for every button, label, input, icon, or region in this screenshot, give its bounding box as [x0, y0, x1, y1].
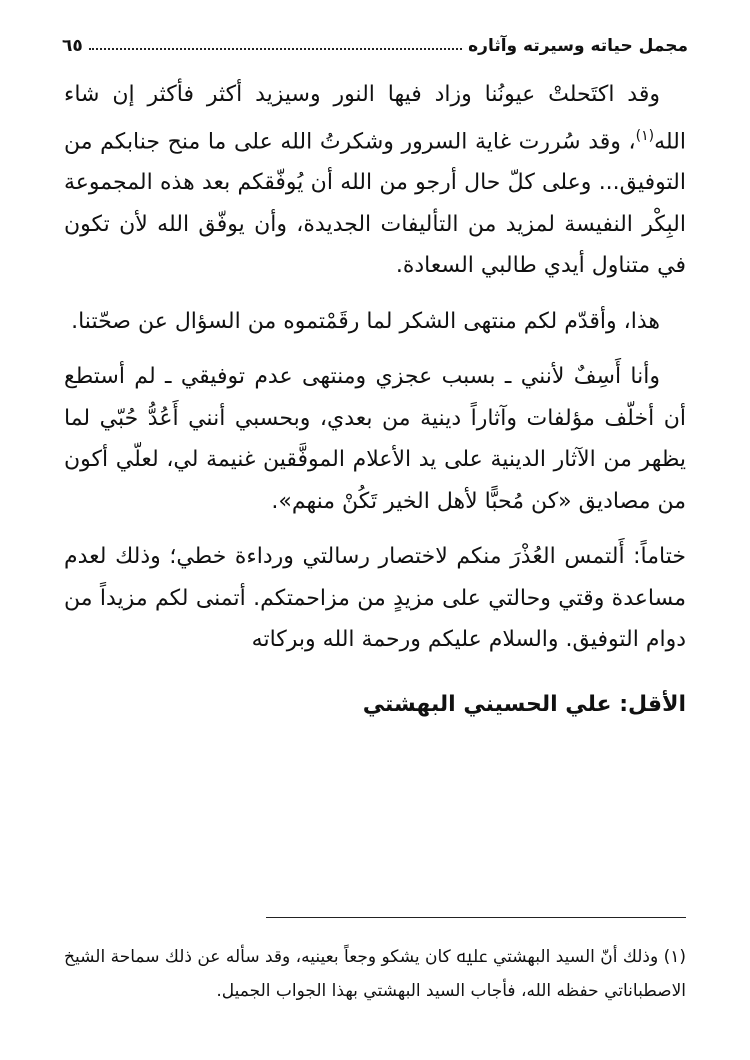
- paragraph-text: وقد اكتَحلتْ عيونُنا وزاد فيها النور وسيزيد أكثر فأكثر إن شاء الله: [64, 82, 686, 154]
- dotted-leader: [89, 48, 462, 50]
- footnote: (١) وذلك أنّ السيد البهشتي ﷷ كان يشكو وجعاً بعينيه، وقد سأله عن ذلك سماحة الشيخ الاصطباناتي حفظه الله، فأجاب السيد البهشتي بهذا الجواب الجميل.: [64, 947, 686, 1001]
- paragraph-text: ، وقد سُررت غاية السرور وشكرتُ الله على ما منح جنابكم من التوفيق... وعلى كلّ حال أرجو من الله أن يُوفّقكم بعد هذه المجموعة البِكْر النفيسة لمزيد من التأليفات الجديدة، وأن يوفّق الله لأن تكون في متناول أيدي طالبي السعادة.: [64, 128, 686, 279]
- paragraph: [64, 74, 686, 287]
- footnote-reference: (١): [635, 127, 655, 144]
- running-title: مجمل حياته وسيرته وآثاره: [468, 36, 688, 56]
- paragraph: ختاماً: أَلتمس العُذْرَ منكم لاختصار رسالتي ورداءة خطي؛ وذلك لعدم مساعدة وقتي وحالتي على مزيدٍ من مزاحمتكم. أتمنى لكم مزيداً من دوام التوفيق. والسلام عليكم ورحمة الله وبركاته: [64, 544, 686, 653]
- footnote-divider: [266, 917, 686, 918]
- main-text: [64, 74, 686, 675]
- page-header: [62, 34, 688, 58]
- paragraph: هذا، وأقدّم لكم منتهى الشكر لما رقَمْتموه من السؤال عن صحّتنا.: [71, 308, 660, 334]
- page-number: ٦٥: [62, 36, 83, 56]
- paragraph: وأنا أَسِفٌ لأنني ـ بسبب عجزي ومنتهى عدم توفيقي ـ لم أستطع أن أخلّف مؤلفات وآثاراً دينية من بعدي، وبحسبي أنني أَعُدُّ حُبّي لما يظهر من الآثار الدينية على يد الأعلام الموفَّقين غنيمة لي، لعلّي أكون من مصاديق «كن مُحبًّا لأهل الخير تَكُنْ منهم».: [64, 364, 686, 514]
- signature: الأقل: علي الحسيني البهشتي: [362, 692, 686, 717]
